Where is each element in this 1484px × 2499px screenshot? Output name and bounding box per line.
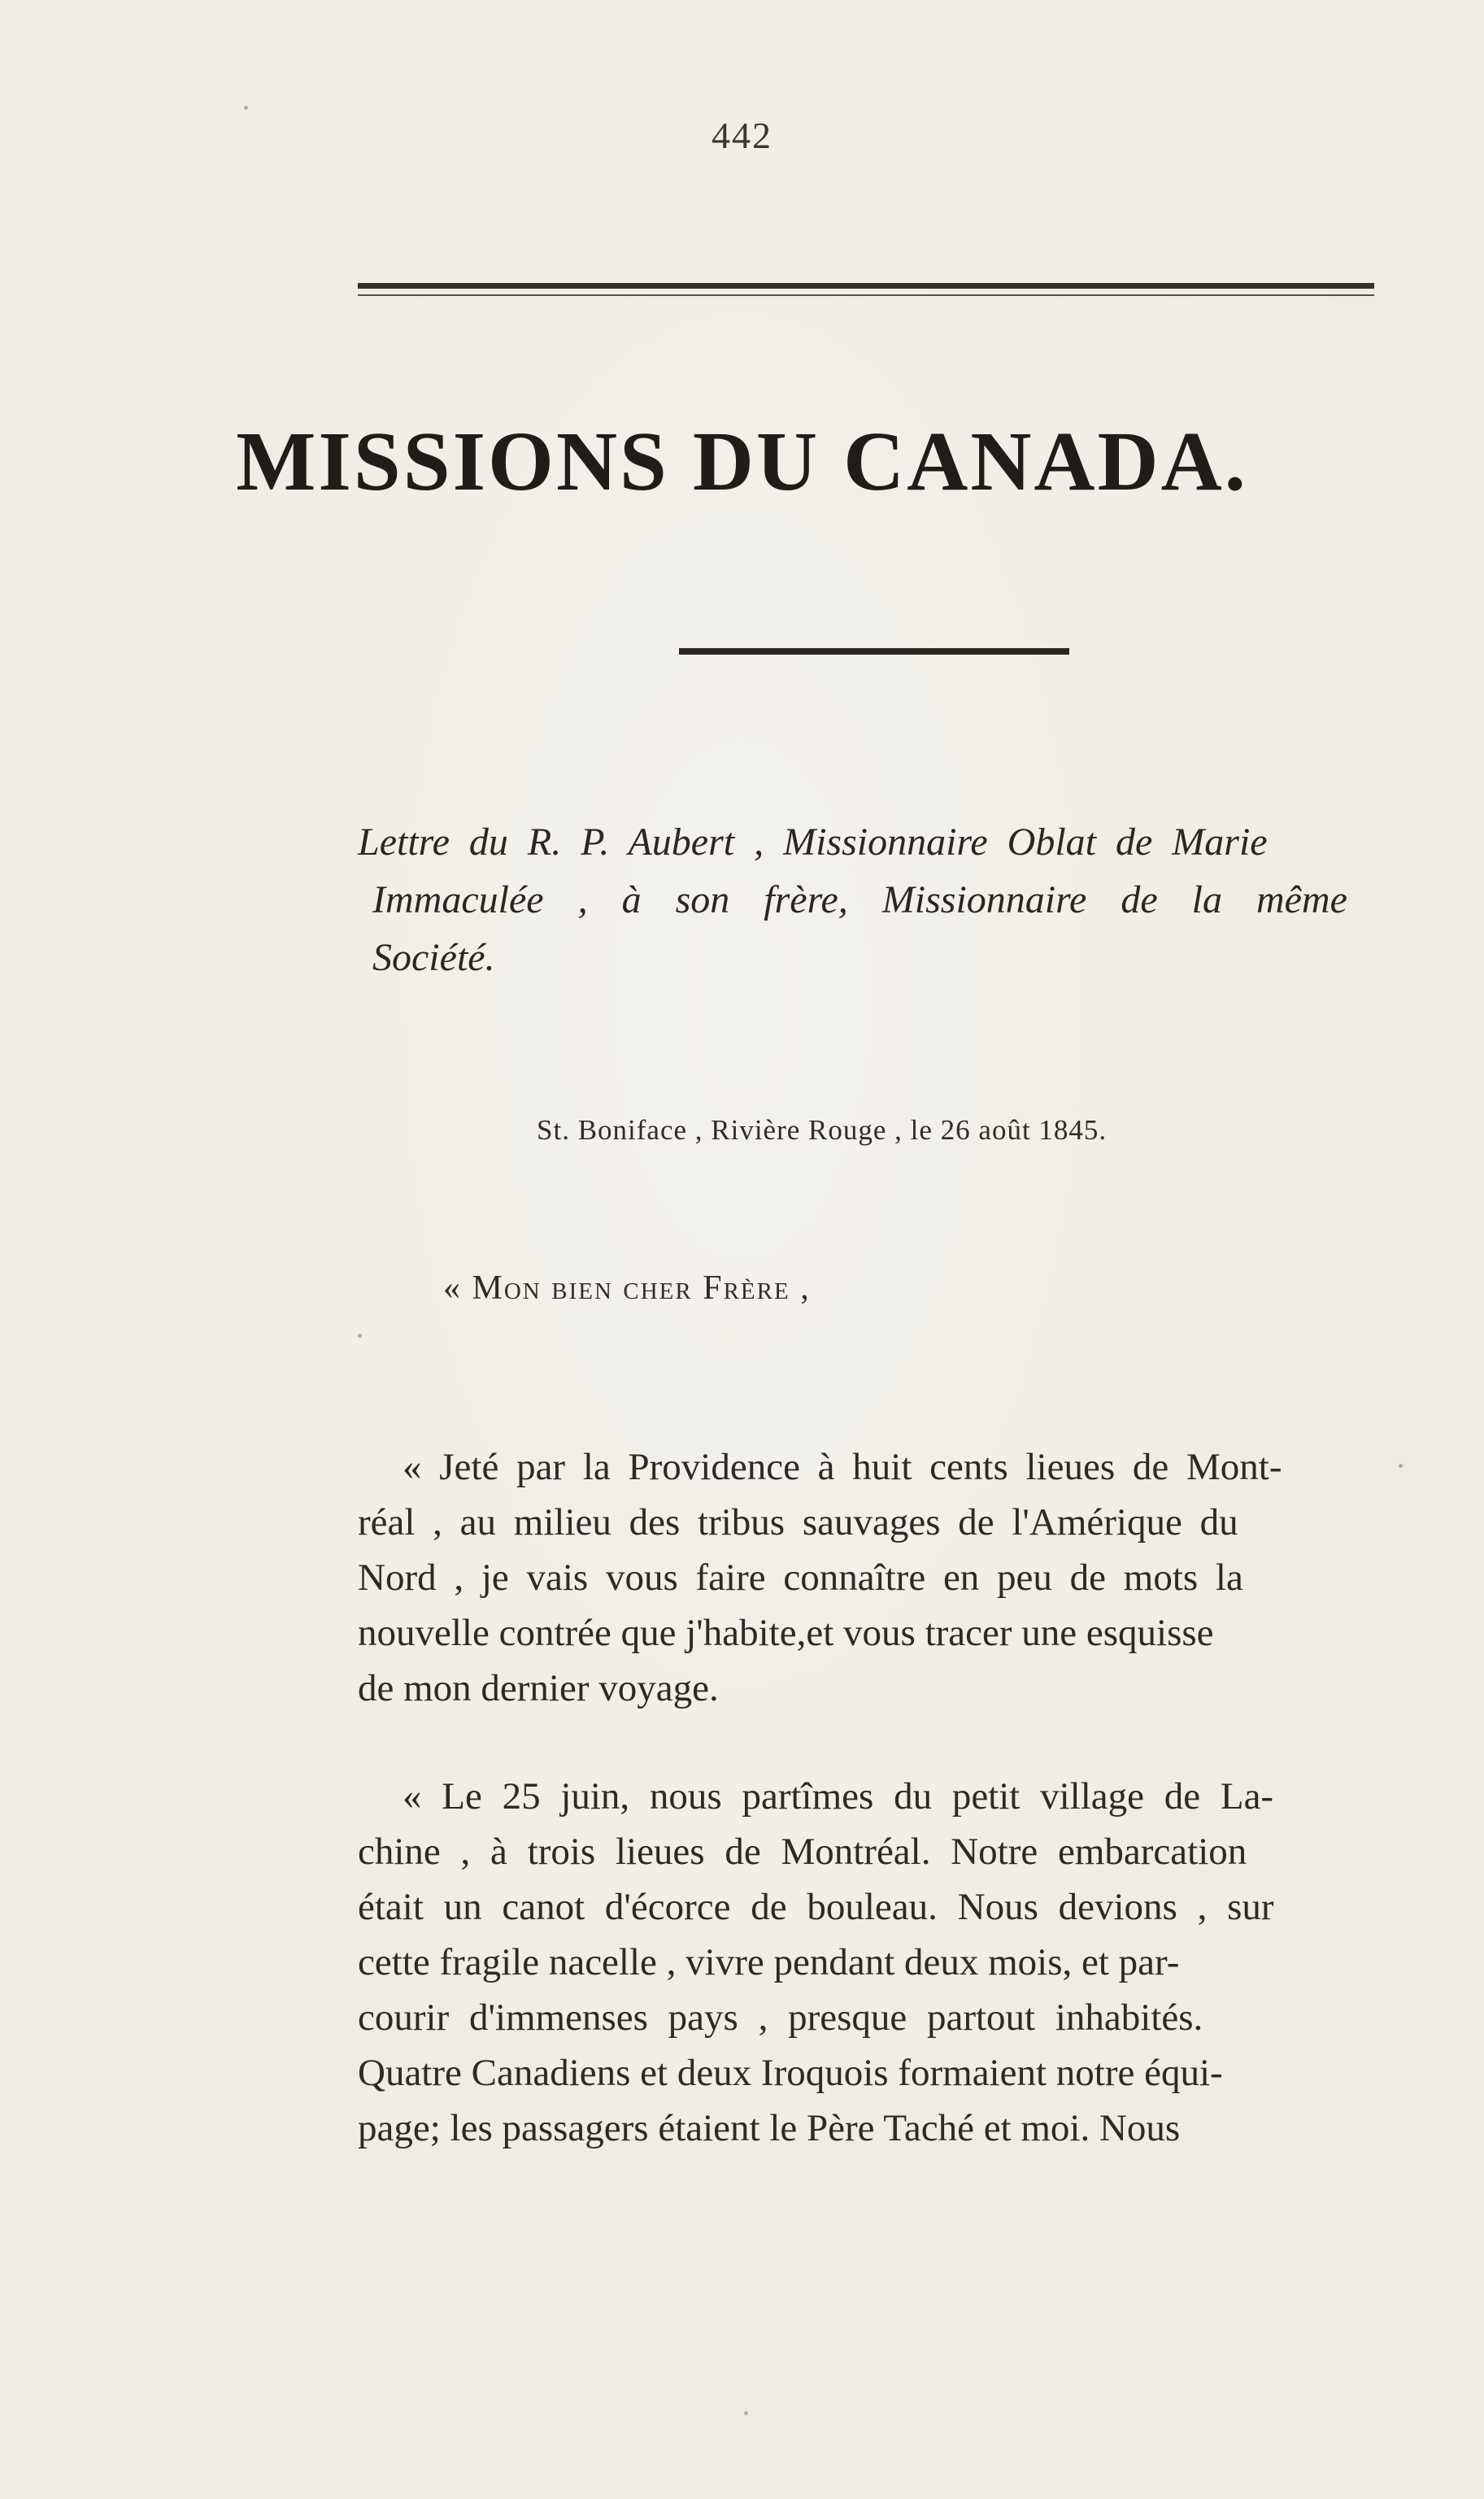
text-line: « Jeté par la Providence à huit cents lieues de Mont- bbox=[403, 1446, 1282, 1488]
dateline: St. Boniface , Rivière Rouge , le 26 août 1845. bbox=[537, 1114, 1108, 1146]
page-title: MISSIONS DU CANADA. bbox=[236, 415, 1248, 508]
header-rule bbox=[358, 283, 1374, 289]
text-line: nouvelle contrée que j'habite,et vous tracer une esquisse bbox=[358, 1612, 1214, 1654]
text-line: Nord , je vais vous faire connaître en peu de mots la bbox=[358, 1556, 1243, 1599]
heading-line: Société. bbox=[372, 936, 495, 979]
text-line: réal , au milieu des tribus sauvages de l'Amérique du bbox=[358, 1501, 1238, 1543]
text-line: courir d'immenses pays , presque partout inhabités. bbox=[358, 1996, 1203, 2039]
paper-speck bbox=[744, 2411, 748, 2415]
page-number: 442 bbox=[712, 115, 772, 156]
salutation: « Mon bien cher Frère , bbox=[443, 1269, 811, 1307]
text-line: Quatre Canadiens et deux Iroquois formaient notre équi- bbox=[358, 2052, 1223, 2094]
paragraph-1 bbox=[358, 1439, 1378, 1716]
text-line: page; les passagers étaient le Père Taché et moi. Nous bbox=[358, 2107, 1181, 2149]
paper-speck bbox=[1399, 1464, 1403, 1468]
title-rule bbox=[679, 648, 1069, 655]
text-line: « Le 25 juin, nous partîmes du petit village de La- bbox=[403, 1775, 1274, 1818]
heading-line: Lettre du R. P. Aubert , Missionnaire Oblat de Marie bbox=[358, 821, 1268, 864]
text-line: de mon dernier voyage. bbox=[358, 1667, 719, 1709]
paper-speck bbox=[358, 1334, 362, 1338]
text-line: était un canot d'écorce de bouleau. Nous devions , sur bbox=[358, 1886, 1274, 1928]
paper-speck bbox=[244, 106, 248, 110]
text-line: cette fragile nacelle , vivre pendant deux mois, et par- bbox=[358, 1941, 1180, 1983]
paragraph-2 bbox=[358, 1769, 1378, 2156]
letter-heading bbox=[358, 813, 1374, 986]
text-line: chine , à trois lieues de Montréal. Notre embarcation bbox=[358, 1831, 1247, 1873]
header-rule-thin bbox=[358, 294, 1374, 296]
heading-line: Immaculée , à son frère, Missionnaire de la même bbox=[372, 878, 1347, 921]
